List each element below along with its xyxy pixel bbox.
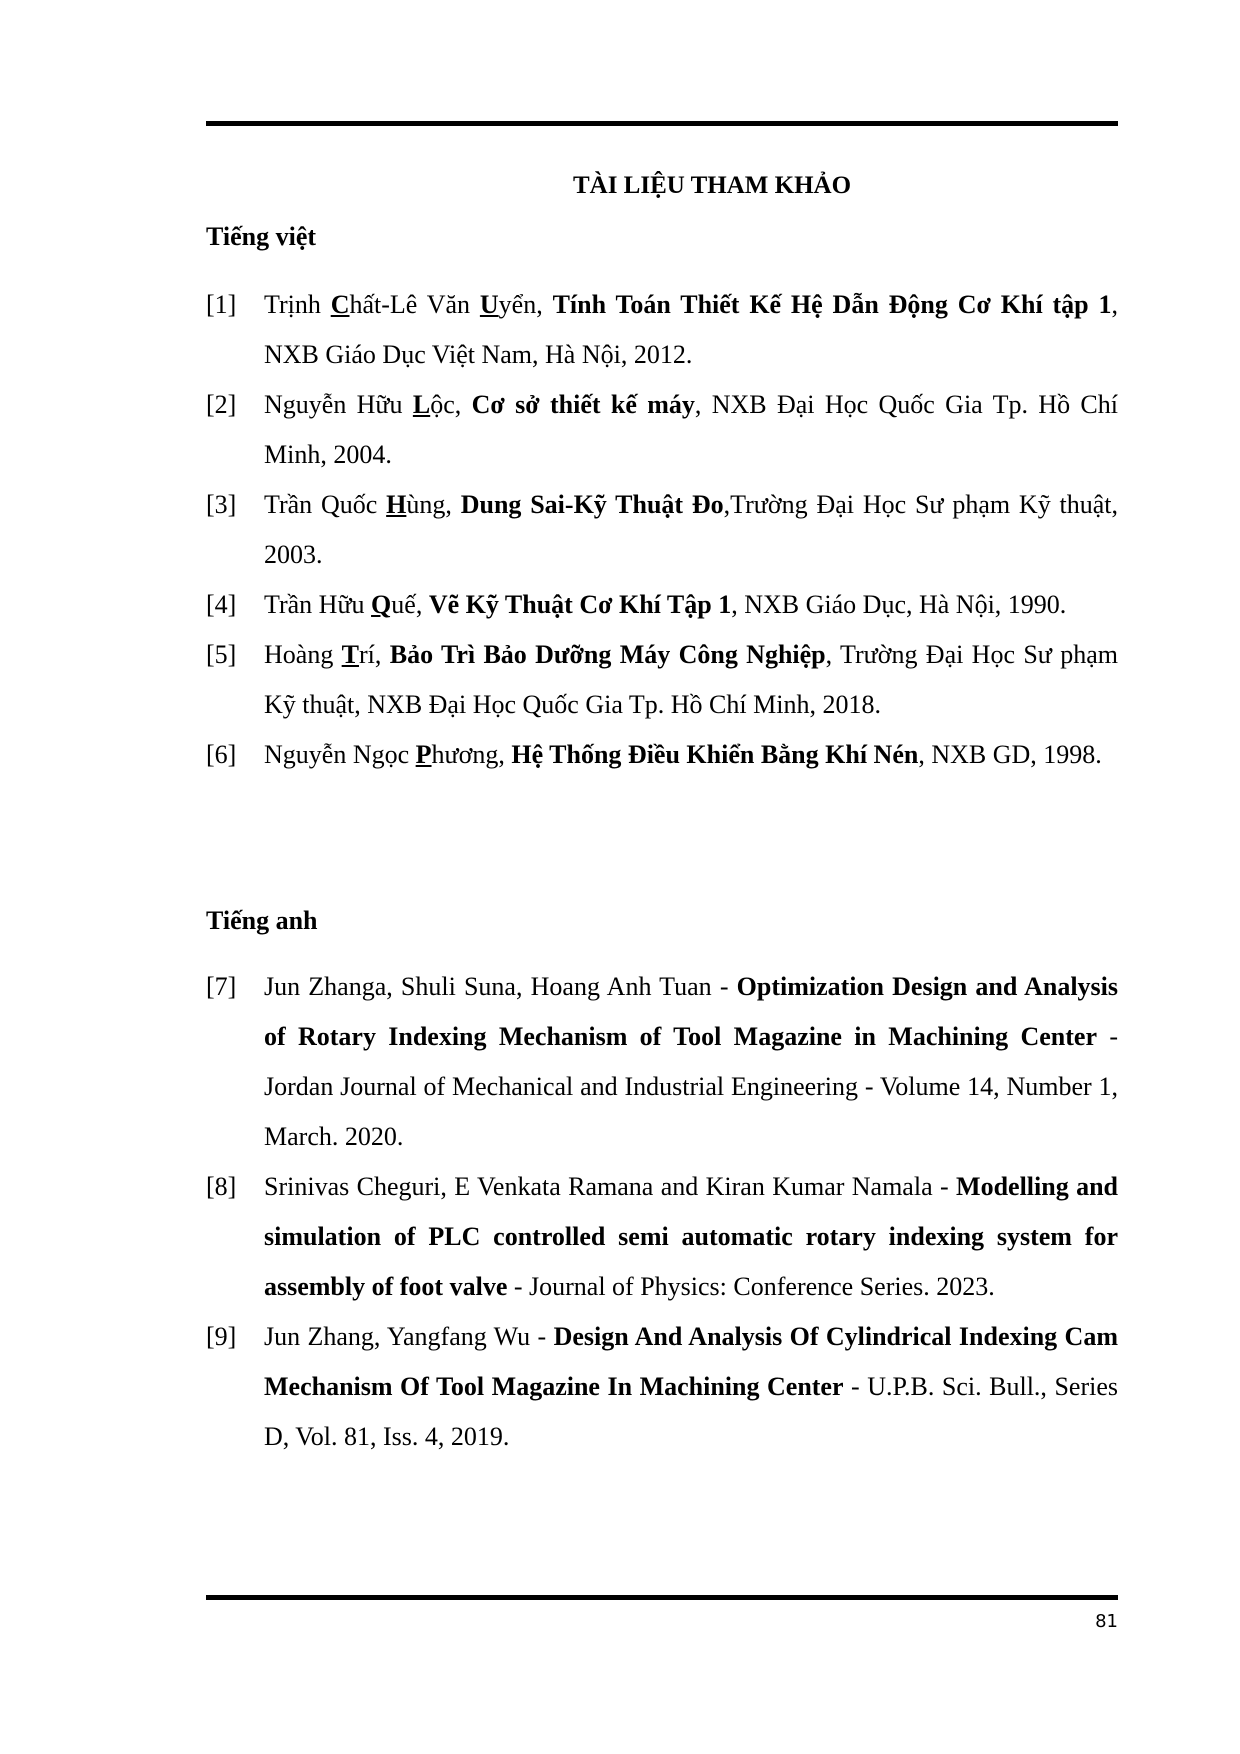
reference-list-english [206, 962, 1118, 1462]
reference-title: Cơ sở thiết kế máy [471, 390, 695, 419]
reference-text [264, 1162, 1118, 1312]
reference-publisher: , NXB Đại Học Quốc Gia Tp. Hồ Chí Minh, 2004. [264, 390, 1118, 469]
footer-rule [206, 1595, 1118, 1600]
reference-title: Design And Analysis Of Cylindrical Indexing Cam Mechanism Of Tool Magazine In Machining Center [264, 1322, 1118, 1401]
reference-author: hương, [431, 740, 512, 769]
reference-item [206, 380, 1118, 480]
reference-author: hất-Lê Văn [349, 290, 480, 319]
reference-publisher: , Trường Đại Học Sư phạm Kỹ thuật, NXB Đại Học Quốc Gia Tp. Hồ Chí Minh, 2018. [264, 640, 1118, 719]
author-initial: T [341, 640, 359, 669]
author-initial: P [415, 740, 432, 769]
page-number: 81 [1095, 1611, 1118, 1632]
author-initial: U [479, 290, 499, 319]
author-initial: H [386, 490, 407, 519]
reference-author: ộc, [430, 390, 472, 419]
reference-text [264, 280, 1118, 380]
author-initial: Q [371, 590, 392, 619]
reference-item [206, 480, 1118, 580]
reference-text [264, 730, 1118, 780]
reference-item [206, 580, 1118, 630]
reference-item [206, 730, 1118, 780]
reference-number: [6] [206, 740, 237, 769]
reference-author: Trịnh [264, 290, 331, 319]
reference-author: Nguyễn Ngọc [264, 740, 416, 769]
reference-item [206, 1312, 1118, 1462]
author-initial: C [330, 290, 350, 319]
reference-author: Srinivas Cheguri, E Venkata Ramana and Kiran Kumar Namala - [264, 1172, 957, 1201]
page-title: TÀI LIỆU THAM KHẢO [572, 172, 852, 199]
reference-author: Jun Zhanga, Shuli Suna, Hoang Anh Tuan - [264, 972, 737, 1001]
reference-author: ùng, [406, 490, 461, 519]
reference-text [264, 630, 1118, 730]
reference-title: Hệ Thống Điều Khiển Bằng Khí Nén [511, 740, 919, 769]
reference-text [264, 962, 1118, 1162]
reference-title: Optimization Design and Analysis of Rotary Indexing Mechanism of Tool Magazine in Machining Center [264, 972, 1118, 1051]
reference-author: yển, [498, 290, 553, 319]
reference-author: Hoàng [264, 640, 342, 669]
reference-item [206, 280, 1118, 380]
reference-author: Trần Quốc [264, 490, 387, 519]
reference-number: [9] [206, 1322, 237, 1351]
reference-number: [8] [206, 1172, 237, 1201]
reference-title: Tính Toán Thiết Kế Hệ Dẫn Động Cơ Khí tập 1 [552, 290, 1112, 319]
reference-publisher: ,Trường Đại Học Sư phạm Kỹ thuật, 2003. [264, 490, 1119, 569]
reference-author: uế, [391, 590, 429, 619]
reference-author: Jun Zhang, Yangfang Wu - [264, 1322, 554, 1351]
reference-number: [5] [206, 640, 237, 669]
reference-title: Modelling and simulation of PLC controlled semi automatic rotary indexing system for assembly of foot valve [264, 1172, 1118, 1301]
reference-text [264, 380, 1118, 480]
reference-title: Vẽ Kỹ Thuật Cơ Khí Tập 1 [428, 590, 732, 619]
reference-publisher: - Jordan Journal of Mechanical and Industrial Engineering - Volume 14, Number 1, March. 2020. [264, 1022, 1118, 1151]
reference-publisher: - U.P.B. Sci. Bull., Series D, Vol. 81, Iss. 4, 2019. [264, 1372, 1118, 1451]
reference-publisher: , NXB Giáo Dục, Hà Nội, 1990. [731, 590, 1067, 619]
reference-author: Nguyễn Hữu [264, 390, 413, 419]
section-heading-vietnamese: Tiếng việt [206, 222, 317, 251]
reference-title: Dung Sai-Kỹ Thuật Đo [460, 490, 724, 519]
reference-title: Bảo Trì Bảo Dưỡng Máy Công Nghiệp [389, 640, 826, 669]
reference-item [206, 1162, 1118, 1312]
author-initial: L [412, 390, 431, 419]
reference-list-vietnamese [206, 280, 1118, 780]
reference-number: [2] [206, 390, 237, 419]
section-heading-english: Tiếng anh [206, 906, 318, 935]
header-rule [206, 121, 1118, 126]
reference-item [206, 962, 1118, 1162]
reference-author: Trần Hữu [264, 590, 372, 619]
reference-publisher: , NXB GD, 1998. [918, 740, 1102, 769]
reference-text [264, 480, 1118, 580]
reference-publisher: , NXB Giáo Dục Việt Nam, Hà Nội, 2012. [264, 290, 1118, 369]
reference-number: [4] [206, 590, 237, 619]
reference-number: [3] [206, 490, 237, 519]
reference-number: [1] [206, 290, 237, 319]
reference-publisher: - Journal of Physics: Conference Series. 2023. [507, 1272, 995, 1301]
reference-author: rí, [359, 640, 390, 669]
reference-number: [7] [206, 972, 237, 1001]
reference-item [206, 630, 1118, 730]
reference-text [264, 1312, 1118, 1462]
reference-text [264, 580, 1118, 630]
